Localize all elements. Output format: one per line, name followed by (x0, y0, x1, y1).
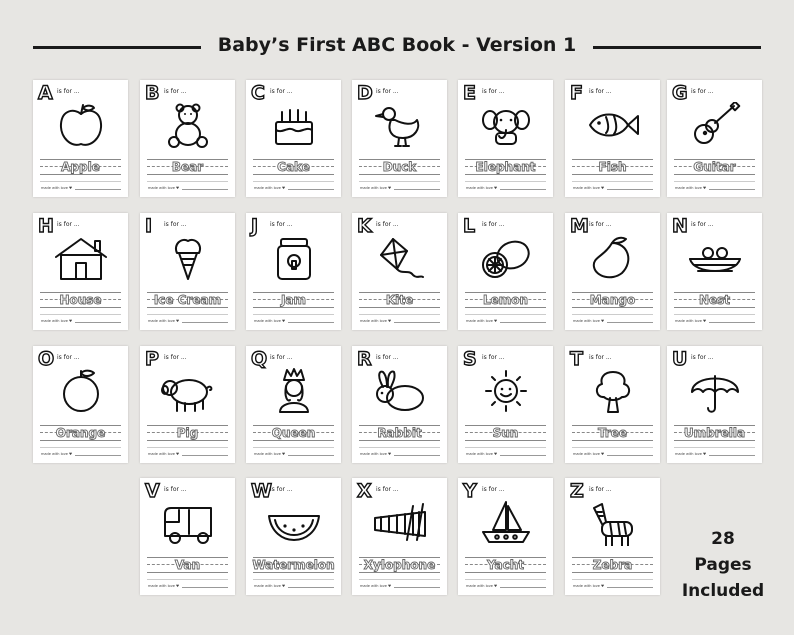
page-word: House (59, 293, 102, 307)
page-letter: E (463, 82, 476, 104)
is-for-label: is for ... (164, 221, 187, 228)
page-letter: V (145, 480, 160, 502)
page-word: Duck (382, 160, 417, 174)
page-word: Guitar (693, 160, 736, 174)
signature-line (288, 587, 334, 588)
page-letter: C (251, 82, 265, 104)
made-with-label (254, 452, 285, 456)
made-with-label (675, 452, 706, 456)
page-letter: K (357, 215, 372, 237)
page-letter: Z (570, 480, 584, 502)
page-m (565, 213, 660, 330)
made-with-text: made with love (573, 584, 600, 588)
pig-icon (157, 368, 219, 414)
made-with-text: made with love (41, 186, 68, 190)
guide-line (572, 174, 653, 175)
signature-line (709, 189, 755, 190)
signature-line (182, 322, 228, 323)
guide-line (253, 181, 334, 182)
guide-line (674, 307, 755, 308)
guide-line (40, 181, 121, 182)
page-letter: U (672, 348, 688, 370)
made-with-label (360, 319, 391, 323)
signature-line (607, 322, 653, 323)
signature-line (288, 455, 334, 456)
page-r (352, 346, 447, 463)
heart-icon: ♥ (176, 452, 180, 456)
is-for-label: is for ... (482, 88, 505, 95)
made-with-text: made with love (148, 319, 175, 323)
guide-line (465, 307, 546, 308)
right-rule (593, 46, 761, 49)
made-with-text: made with love (466, 452, 493, 456)
heart-icon: ♥ (176, 319, 180, 323)
made-with-text: made with love (466, 319, 493, 323)
heart-icon: ♥ (282, 584, 286, 588)
van-icon (157, 500, 219, 546)
signature-line (182, 189, 228, 190)
duck-icon (369, 102, 431, 148)
guide-line (674, 181, 755, 182)
heart-icon: ♥ (388, 319, 392, 323)
is-for-label: is for ... (57, 354, 80, 361)
apple-icon (50, 102, 112, 148)
made-with-label (675, 186, 706, 190)
guide-line (147, 174, 228, 175)
guide-line (253, 307, 334, 308)
orange-icon (50, 368, 112, 414)
guide-line (147, 314, 228, 315)
heart-icon: ♥ (703, 452, 707, 456)
made-with-text: made with love (41, 319, 68, 323)
made-with-text: made with love (573, 319, 600, 323)
guide-line (40, 307, 121, 308)
page-word: Yacht (486, 558, 525, 572)
made-with-label (360, 452, 391, 456)
made-with-label (41, 452, 72, 456)
signature-line (288, 189, 334, 190)
page-word: Lemon (482, 293, 529, 307)
signature-line (607, 455, 653, 456)
made-with-label (360, 584, 391, 588)
made-with-label (148, 584, 179, 588)
is-for-label: is for ... (376, 88, 399, 95)
guide-line (147, 572, 228, 573)
zebra-icon (582, 500, 644, 546)
made-with-text: made with love (254, 452, 281, 456)
is-for-label: is for ... (691, 221, 714, 228)
made-with-text: made with love (360, 584, 387, 588)
page-e (458, 80, 553, 197)
page-word: Pig (176, 426, 199, 440)
rabbit-icon (369, 368, 431, 414)
signature-line (394, 587, 440, 588)
heart-icon: ♥ (282, 186, 286, 190)
page-letter: H (38, 215, 54, 237)
nest-icon (684, 235, 746, 281)
guide-line (465, 181, 546, 182)
guide-line (359, 174, 440, 175)
made-with-text: made with love (254, 186, 281, 190)
guide-line (359, 579, 440, 580)
is-for-label: is for ... (589, 88, 612, 95)
page-z (565, 478, 660, 595)
signature-line (500, 455, 546, 456)
is-for-label: is for ... (691, 88, 714, 95)
page-d (352, 80, 447, 197)
made-with-text: made with love (148, 186, 175, 190)
made-with-label (573, 452, 604, 456)
guide-line (359, 447, 440, 448)
heart-icon: ♥ (601, 452, 605, 456)
made-with-text: made with love (466, 186, 493, 190)
heart-icon: ♥ (176, 186, 180, 190)
page-letter: F (570, 82, 583, 104)
made-with-label (573, 186, 604, 190)
page-g (667, 80, 762, 197)
pages-count: 28 (711, 529, 735, 549)
page-i (140, 213, 235, 330)
page-t (565, 346, 660, 463)
page-word: Nest (698, 293, 731, 307)
page-word: Xylophone (363, 558, 436, 572)
guide-line (147, 579, 228, 580)
made-with-label (573, 584, 604, 588)
heart-icon: ♥ (69, 319, 73, 323)
heart-icon: ♥ (69, 186, 73, 190)
page-word: Cake (277, 160, 310, 174)
page-letter: Q (251, 348, 268, 370)
made-with-label (148, 452, 179, 456)
guide-line (572, 579, 653, 580)
page-word: Bear (171, 160, 204, 174)
page-word: Zebra (592, 558, 633, 572)
signature-line (500, 322, 546, 323)
made-with-text: made with love (675, 186, 702, 190)
page-l (458, 213, 553, 330)
page-word: Van (174, 558, 201, 572)
page-c (246, 80, 341, 197)
kite-icon (369, 235, 431, 281)
guide-line (253, 314, 334, 315)
made-with-text: made with love (360, 452, 387, 456)
guide-line (572, 440, 653, 441)
signature-line (709, 322, 755, 323)
made-with-text: made with love (675, 319, 702, 323)
made-with-text: made with love (466, 584, 493, 588)
is-for-label: is for ... (589, 486, 612, 493)
header (0, 30, 794, 66)
cake-icon (263, 102, 325, 148)
page-word: Umbrella (683, 426, 746, 440)
guide-line (359, 314, 440, 315)
page-word: Kite (385, 293, 414, 307)
signature-line (394, 189, 440, 190)
made-with-label (466, 452, 497, 456)
pages-label: Pages (694, 555, 752, 575)
made-with-label (148, 319, 179, 323)
guide-line (253, 440, 334, 441)
made-with-label (41, 319, 72, 323)
guide-line (253, 447, 334, 448)
heart-icon: ♥ (494, 319, 498, 323)
teddy-bear-icon (157, 102, 219, 148)
mango-icon (582, 235, 644, 281)
page-letter: J (251, 215, 259, 237)
signature-line (75, 322, 121, 323)
is-for-label: is for ... (482, 486, 505, 493)
page-word: Tree (597, 426, 628, 440)
page-title: Baby’s First ABC Book - Version 1 (217, 34, 577, 56)
is-for-label: is for ... (270, 88, 293, 95)
is-for-label: is for ... (589, 354, 612, 361)
made-with-text: made with love (573, 452, 600, 456)
signature-line (394, 322, 440, 323)
is-for-label: is for ... (57, 221, 80, 228)
guide-line (572, 181, 653, 182)
signature-line (607, 587, 653, 588)
guide-line (572, 307, 653, 308)
is-for-label: is for ... (376, 221, 399, 228)
heart-icon: ♥ (388, 584, 392, 588)
heart-icon: ♥ (69, 452, 73, 456)
page-letter: P (145, 348, 159, 370)
signature-line (75, 455, 121, 456)
page-y (458, 478, 553, 595)
guide-line (465, 579, 546, 580)
guide-line (147, 307, 228, 308)
page-letter: T (570, 348, 583, 370)
guide-line (674, 174, 755, 175)
page-letter: M (570, 215, 589, 237)
page-letter: R (357, 348, 372, 370)
made-with-label (254, 186, 285, 190)
heart-icon: ♥ (494, 452, 498, 456)
guide-line (40, 314, 121, 315)
signature-line (182, 455, 228, 456)
is-for-label: is for ... (376, 486, 399, 493)
guide-line (359, 572, 440, 573)
is-for-label: is for ... (164, 486, 187, 493)
made-with-label (675, 319, 706, 323)
page-u (667, 346, 762, 463)
made-with-text: made with love (148, 452, 175, 456)
queen-icon (263, 368, 325, 414)
page-word: Ice Cream (153, 293, 222, 307)
is-for-label: is for ... (376, 354, 399, 361)
made-with-label (148, 186, 179, 190)
made-with-label (254, 584, 285, 588)
guide-line (40, 174, 121, 175)
tree-icon (582, 368, 644, 414)
page-f (565, 80, 660, 197)
guide-line (465, 572, 546, 573)
is-for-label: is for ... (482, 221, 505, 228)
is-for-label: is for ... (270, 354, 293, 361)
guide-line (253, 579, 334, 580)
is-for-label: is for ... (164, 354, 187, 361)
yacht-icon (475, 500, 537, 546)
page-letter: L (463, 215, 476, 237)
page-letter: I (145, 215, 153, 237)
made-with-text: made with love (254, 584, 281, 588)
heart-icon: ♥ (703, 186, 707, 190)
page-word: Jam (280, 293, 307, 307)
page-b (140, 80, 235, 197)
page-o (33, 346, 128, 463)
guide-line (465, 447, 546, 448)
made-with-label (466, 584, 497, 588)
page-word: Mango (589, 293, 636, 307)
guide-line (674, 447, 755, 448)
fish-icon (582, 102, 644, 148)
made-with-text: made with love (148, 584, 175, 588)
made-with-label (41, 186, 72, 190)
guide-line (359, 440, 440, 441)
page-v (140, 478, 235, 595)
page-word: Watermelon (252, 558, 335, 572)
sun-icon (475, 368, 537, 414)
included-label: Included (681, 581, 765, 601)
page-letter: S (463, 348, 477, 370)
page-j (246, 213, 341, 330)
signature-line (75, 189, 121, 190)
page-k (352, 213, 447, 330)
signature-line (500, 189, 546, 190)
guide-line (359, 307, 440, 308)
heart-icon: ♥ (601, 186, 605, 190)
pages-included-note (676, 526, 770, 604)
made-with-label (466, 186, 497, 190)
page-h (33, 213, 128, 330)
heart-icon: ♥ (282, 452, 286, 456)
guide-line (465, 314, 546, 315)
xylophone-icon (369, 500, 431, 546)
page-word: Elephant (475, 160, 536, 174)
made-with-text: made with love (41, 452, 68, 456)
guide-line (572, 447, 653, 448)
heart-icon: ♥ (703, 319, 707, 323)
page-word: Apple (61, 160, 100, 174)
guide-line (253, 174, 334, 175)
signature-line (607, 189, 653, 190)
page-n (667, 213, 762, 330)
page-word: Fish (598, 160, 627, 174)
page-word: Queen (271, 426, 316, 440)
umbrella-icon (684, 368, 746, 414)
guitar-icon (684, 102, 746, 148)
made-with-text: made with love (573, 186, 600, 190)
made-with-label (466, 319, 497, 323)
watermelon-icon (263, 500, 325, 546)
is-for-label: is for ... (57, 88, 80, 95)
page-letter: D (357, 82, 373, 104)
left-rule (33, 46, 201, 49)
is-for-label: is for ... (164, 88, 187, 95)
page-letter: Y (463, 480, 477, 502)
heart-icon: ♥ (494, 186, 498, 190)
page-letter: A (38, 82, 53, 104)
is-for-label: is for ... (482, 354, 505, 361)
is-for-label: is for ... (270, 221, 293, 228)
heart-icon: ♥ (601, 584, 605, 588)
signature-line (709, 455, 755, 456)
ice-cream-icon (157, 235, 219, 281)
guide-line (674, 440, 755, 441)
heart-icon: ♥ (601, 319, 605, 323)
guide-line (40, 440, 121, 441)
guide-line (465, 440, 546, 441)
page-w (246, 478, 341, 595)
is-for-label: is for ... (270, 486, 293, 493)
page-letter: O (38, 348, 55, 370)
guide-line (147, 181, 228, 182)
page-q (246, 346, 341, 463)
elephant-icon (475, 102, 537, 148)
page-letter: W (251, 480, 272, 502)
page-s (458, 346, 553, 463)
lemon-icon (475, 235, 537, 281)
page-word: Rabbit (377, 426, 422, 440)
page-x (352, 478, 447, 595)
guide-line (674, 314, 755, 315)
guide-line (572, 314, 653, 315)
guide-line (465, 174, 546, 175)
page-a (33, 80, 128, 197)
made-with-label (254, 319, 285, 323)
guide-line (359, 181, 440, 182)
guide-line (572, 572, 653, 573)
jam-jar-icon (263, 235, 325, 281)
made-with-label (360, 186, 391, 190)
page-p (140, 346, 235, 463)
page-word: Sun (492, 426, 519, 440)
signature-line (288, 322, 334, 323)
page-letter: X (357, 480, 372, 502)
page-letter: G (672, 82, 688, 104)
guide-line (40, 447, 121, 448)
made-with-label (573, 319, 604, 323)
house-icon (50, 235, 112, 281)
is-for-label: is for ... (691, 354, 714, 361)
guide-line (147, 440, 228, 441)
signature-line (394, 455, 440, 456)
signature-line (500, 587, 546, 588)
is-for-label: is for ... (589, 221, 612, 228)
page-letter: B (145, 82, 160, 104)
heart-icon: ♥ (494, 584, 498, 588)
heart-icon: ♥ (282, 319, 286, 323)
heart-icon: ♥ (388, 186, 392, 190)
made-with-text: made with love (254, 319, 281, 323)
heart-icon: ♥ (176, 584, 180, 588)
made-with-text: made with love (675, 452, 702, 456)
heart-icon: ♥ (388, 452, 392, 456)
guide-line (147, 447, 228, 448)
signature-line (182, 587, 228, 588)
guide-line (253, 572, 334, 573)
page-word: Orange (55, 426, 106, 440)
page-letter: N (672, 215, 688, 237)
made-with-text: made with love (360, 186, 387, 190)
made-with-text: made with love (360, 319, 387, 323)
